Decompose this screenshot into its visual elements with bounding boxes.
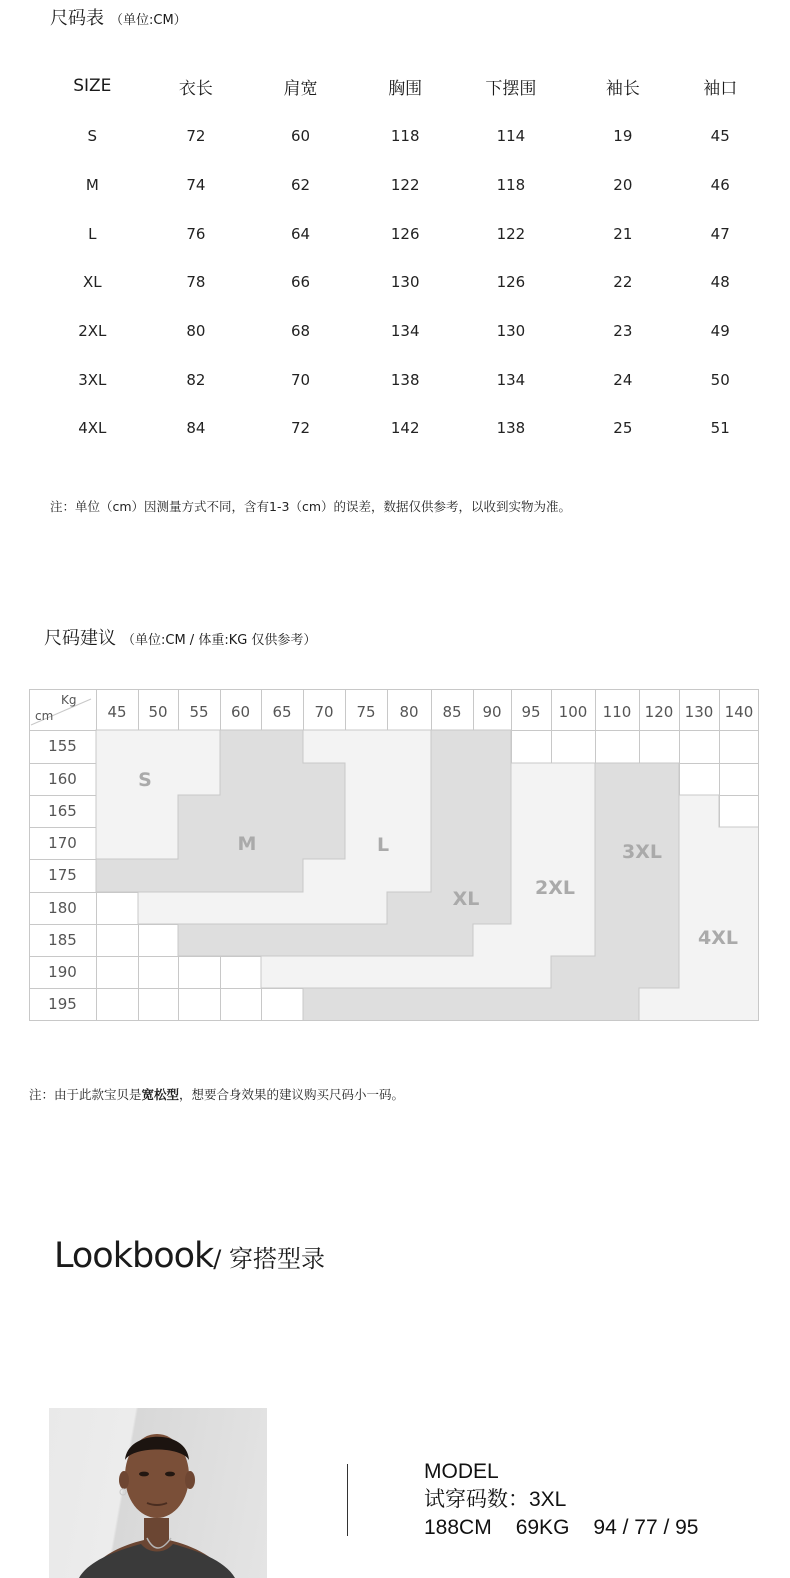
weight-label: 85 [442,703,462,721]
model-measurements: 94 / 77 / 95 [593,1516,699,1539]
size-cell-value: 49 [710,322,730,341]
weight-label: 50 [148,703,168,721]
size-cell-value: 60 [291,127,311,146]
size-cell-value: 84 [186,419,206,438]
size-advice-note-prefix: 注：由于此款宝贝是 [29,1087,142,1102]
weight-label: 90 [482,703,502,721]
weight-label: 140 [724,703,754,721]
zone-label-4xl: 4XL [698,927,738,949]
model-height: 188CM [424,1516,492,1539]
weight-label: 120 [644,703,674,721]
size-chart-body [40,112,760,453]
size-advice-title-text: 尺码建议 [44,628,116,649]
weight-label: 70 [314,703,334,721]
size-cell-value: 78 [186,273,206,292]
size-cell-value: 51 [710,419,730,438]
size-cell-value: 22 [613,273,633,292]
size-cell-label: XL [83,273,102,292]
size-advice-unit: （单位:CM / 体重:KG 仅供参考） [122,633,317,648]
size-cell-value: 142 [390,419,420,438]
size-cell-value: 21 [613,224,633,243]
size-chart-title-text: 尺码表 [50,8,104,29]
size-cell-label: L [88,224,97,243]
size-row [40,209,760,258]
size-cell-value: 70 [291,370,311,389]
size-cell-value: 80 [186,322,206,341]
size-cell-value: 126 [496,273,526,292]
size-cell-value: 20 [613,176,633,195]
model-weight: 69KG [515,1516,570,1539]
weight-label: 75 [356,703,376,721]
size-cell-value: 134 [390,322,420,341]
height-label: 195 [48,995,77,1013]
size-cell-value: 130 [390,273,420,292]
height-label: 165 [48,802,77,820]
size-cell-value: 82 [186,370,206,389]
height-label: 185 [48,931,77,949]
size-cell-label: M [85,176,99,195]
size-cell-value: 66 [291,273,311,292]
size-cell-value: 19 [613,127,633,146]
size-row [40,161,760,210]
height-label: 170 [48,834,77,852]
weight-label: 80 [399,703,419,721]
size-cell-value: 114 [496,127,526,146]
header-size: SIZE [73,76,112,96]
size-cell-value: 46 [710,176,730,195]
corner-cm-label: cm [35,709,54,723]
corner-kg-label: Kg [61,693,77,707]
header-hem: 下摆围 [485,78,537,99]
size-cell-value: 138 [496,419,526,438]
size-cell-value: 134 [496,370,526,389]
zone-label-s: S [138,769,152,791]
size-row [40,355,760,404]
zone-label-xl: XL [452,888,480,910]
size-advice-note-bold: 宽松型 [141,1087,180,1102]
size-cell-value: 122 [390,176,420,195]
model-label: MODEL [424,1460,499,1483]
weight-label: 110 [602,703,632,721]
size-cell-value: 45 [710,127,730,146]
size-cell-value: 74 [186,176,206,195]
model-stats [424,1514,723,1542]
weight-label: 45 [107,703,127,721]
size-cell-label: 2XL [78,322,107,341]
size-advice-note-suffix: ，想要合身效果的建议购买尺码小一码。 [179,1087,405,1102]
size-cell-value: 72 [186,127,206,146]
size-cell-value: 72 [291,419,311,438]
size-cell-value: 122 [496,224,526,243]
height-label: 175 [48,866,77,884]
size-row [40,258,760,307]
size-cell-label: S [87,127,98,146]
size-chart-title [50,4,187,30]
size-chart-header-row [40,60,760,112]
size-cell-value: 118 [496,176,526,195]
weight-label: 65 [272,703,292,721]
height-label: 190 [48,963,77,981]
weight-label: 60 [230,703,251,721]
model-illustration [49,1408,267,1578]
size-cell-value: 68 [291,322,311,341]
size-chart-table [40,60,760,453]
size-row [40,307,760,356]
size-row [40,112,760,161]
header-chest: 胸围 [388,78,423,99]
lookbook-heading [54,1236,325,1276]
size-cell-value: 25 [613,419,633,438]
size-chart-note: 注：单位（cm）因测量方式不同，含有1-3（cm）的误差，数据仅供参考，以收到实物为准。 [50,499,572,514]
size-cell-value: 118 [390,127,420,146]
header-shoulder: 肩宽 [283,78,318,99]
zone-label-3xl: 3XL [622,841,662,863]
model-photo [49,1408,267,1578]
header-sleeve: 袖长 [605,78,640,99]
weight-label: 95 [521,703,541,721]
size-chart-unit: （单位:CM） [110,13,187,28]
size-cell-value: 47 [710,224,730,243]
size-advice-title [44,624,316,650]
weight-label: 100 [558,703,588,721]
lookbook-title: Lookbook [54,1236,214,1276]
header-length: 衣长 [178,78,213,99]
zone-label-m: M [237,833,257,855]
size-cell-value: 24 [613,370,633,389]
size-cell-value: 23 [613,322,633,341]
weight-label: 130 [684,703,714,721]
model-divider [347,1464,348,1536]
size-cell-value: 48 [710,273,730,292]
header-cuff: 袖口 [703,78,738,99]
size-cell-value: 64 [291,224,311,243]
size-cell-value: 126 [390,224,420,243]
size-cell-value: 62 [291,176,311,195]
height-label: 160 [48,770,77,788]
size-cell-value: 76 [186,224,206,243]
size-advice-note [29,1085,404,1103]
size-cell-label: 4XL [78,419,107,438]
model-info [424,1458,723,1542]
height-label: 180 [48,899,77,917]
model-size-tried: 试穿码数：3XL [424,1488,567,1511]
zone-label-l: L [376,834,390,856]
size-cell-value: 50 [710,370,730,389]
size-advice-grid [29,689,759,1021]
size-cell-value: 130 [496,322,526,341]
zone-label-2xl: 2XL [535,877,575,899]
size-cell-label: 3XL [78,370,107,389]
lookbook-subtitle: / 穿搭型录 [213,1245,326,1273]
height-label: 155 [48,737,77,755]
size-cell-value: 138 [390,370,420,389]
size-row [40,404,760,453]
weight-label: 55 [189,703,209,721]
